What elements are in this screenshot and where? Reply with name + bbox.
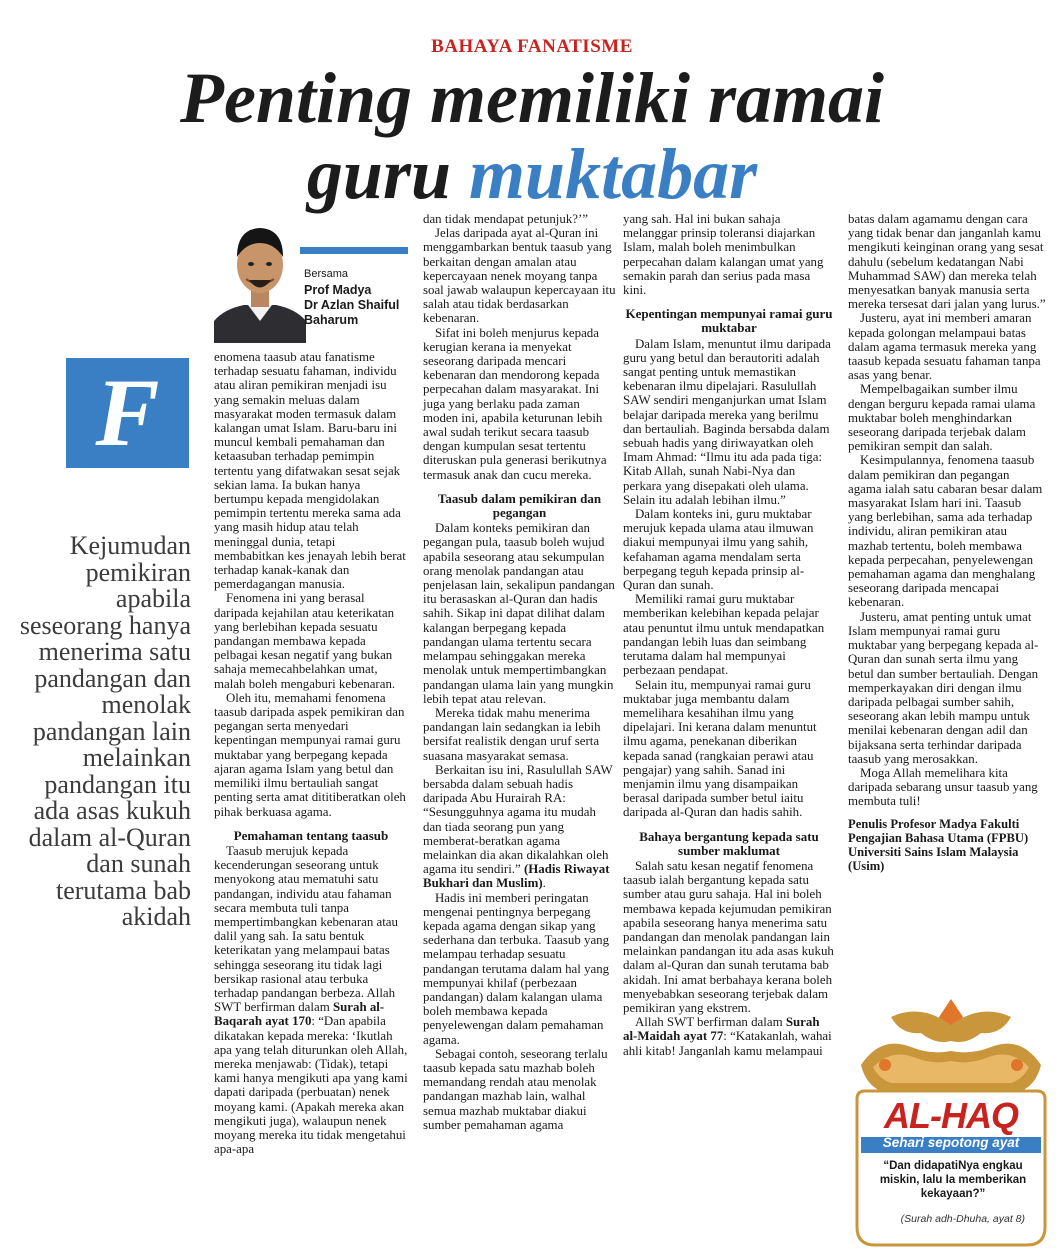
subheading: Taasub dalam pemikiran dan pegangan [437,490,602,521]
article-column-2 [423,212,616,1132]
paragraph: Dalam Islam, menuntut ilmu daripada guru yang betul dan berautoriti adalah sangat penting untuk memastikan kebenaran ilmu dipelajari. Rasulullah SAW sendiri menganjurkan umat Islam belajar daripada mereka yang berilmu dan bertauliah. Baginda bersabda dalam sebuah hadis yang diriwayatkan oleh Imam Ahmad: “Ilmu itu ada pada tiga: Kitab Allah, sunah Nabi-Nya dan perkara yang disepakati oleh ulama. Selain itu adalah lebihan ilmu.” [623,336,831,507]
badge-reference: (Surah adh-Dhuha, ayat 8) [900,1213,1025,1225]
badge-subtitle: Sehari sepotong ayat [882,1135,1020,1150]
text-run: : “Katakanlah, wahai ahli kitab! Janganlah kamu melampaui [623,1029,832,1058]
text-run: Taasub merujuk kepada kecenderungan seseorang untuk menyokong atau mematuhi satu pandangan, individu atau fahaman secara membuta tuli tanpa mempertimbangkan kebenaran atau dalil yang sah. Ia satu bentuk keterikatan yang melampaui batas sehingga seseorang itu tidak lagi bersikap rasional atau terbuka terhadap pandangan berbeza. Allah SWT berfirman dalam [214,843,398,1015]
author-name [304,283,414,328]
author-credit: Penulis Profesor Madya Fakulti Pengajian Bahasa Utama (FPBU) Universiti Sains Islam Malaysia (Usim) [848,816,1029,874]
paragraph: Hadis ini memberi peringatan mengenai pentingnya berpegang kepada agama dengan sikap yang sederhana dan terbuka. Taasub yang melampau terhadap sesuatu pandangan terutama dalam hal yang mempunyai khilaf (perbezaan pandangan) dalam kalangan ulama boleh membawa kepada penyelewengan dalam pemahaman agama. [423,890,610,1047]
paragraph: Mempelbagaikan sumber ilmu dengan berguru kepada ramai ulama muktabar boleh menghindarkan seseorang daripada terjebak dalam pemikiran sempit dan salah. [848,382,1036,454]
article-column-3 [623,212,835,1058]
paragraph: dan tidak mendapat petunjuk?’” [423,212,589,226]
headline-line-1: Penting memiliki ramai [179,58,885,138]
paragraph: batas dalam agamamu dengan cara yang tidak benar dan janganlah kamu mengikuti keinginan orang yang sesat dahulu (sebelum kedatangan Nabi Muhammad SAW) dan mereka telah menyesatkan banyak manusia serta mereka tersesat dari jalan yang lurus.” [848,212,1046,312]
text-run: . [542,876,546,891]
text-run: : “Dan apabila dikatakan kepada mereka: ‘Ikutlah apa yang telah diturunkan oleh Allah, mereka menjawab: (Tidak), tetapi kami hanya mengikuti apa yang kami dapati daripada (perbuatan) nenek moyang kami. (Apakah mereka akan mengikuti juga), walaupun nenek moyang mereka itu tidak mengetahui apa-apa [214,1014,408,1157]
headline-word-dark: guru [306,134,452,214]
paragraph: Justeru, ayat ini memberi amaran kepada golongan melampaui batas dalam agama termasuk mereka yang taasub kepada sesuatu fahaman tanpa asas yang benar. [848,311,1041,383]
subheading: Kepentingan mempunyai ramai guru muktabar [625,306,833,336]
hadith-reference: (Hadis Riwayat Bukhari dan Muslim) [423,862,610,891]
article-column-1 [214,350,408,1156]
drop-cap: F [66,358,189,468]
al-haq-badge [851,995,1051,1250]
text-run: Allah SWT berfirman dalam [635,1015,786,1030]
author-byline [304,267,414,328]
paragraph: yang sah. Hal ini bukan sahaja melanggar prinsip toleransi diajarkan Islam, malah boleh menimbulkan perpecahan dalam kalangan umat yang semakin parah dan serius pada masa kini. [623,212,824,298]
article-column-4 [848,212,1046,873]
author-photo [214,217,306,343]
pull-quote: Kejumudan pemikiran apabila seseorang hanya menerima satu pandangan dan menolak pandangan lain melainkan pandangan itu ada asas kukuh dalam al-Quran dan sunah terutama bab akidah [19,531,191,931]
paragraph: Sebagai contoh, seseorang terlalu taasub kepada satu mazhab boleh memandang rendah atau menolak pandangan mazhab lain, walhal semua mazhab muktabar diakui sumber pemahaman agama [423,1046,608,1132]
paragraph: Mereka tidak mahu menerima pandangan lain sedangkan ia lebih bersifat realistik dengan uruf serta suasana masyarakat semasa. [423,705,601,763]
paragraph: Jelas daripada ayat al-Quran ini menggambarkan bentuk taasub yang berkaitan dengan amalan atau kepercayaan nenek moyang tanpa soal jawab walaupun kepercayaan itu salah atau tidak berdasarkan kebenaran. [423,226,616,326]
author-name-line: Prof Madya [304,283,372,297]
headline-word-blue: muktabar [469,134,758,214]
paragraph: Oleh itu, memahami fenomena taasub daripada aspek pemikiran dan pegangan serta menyedari kepentingan mempunyai ramai guru muktabar yang berpegang kepada ajaran agama Islam yang betul dan memiliki ilmu bertauliah sangat penting serta amat dititiberatkan oleh pihak berkuasa agama. [214,690,406,819]
paragraph: Justeru, amat penting untuk umat Islam mempunyai ramai guru muktabar yang berpegang kepada al-Quran dan sunah serta ilmu yang betul dan sumber bertauliah. Dengan memperkayakan diri dengan ilmu daripada pelbagai sumber sahih, seseorang akan lebih mampu untuk menilai kebenaran dengan adil dan bijaksana serta terhindar daripada taasub yang merosakkan. [848,609,1039,766]
paragraph: Moga Allah memelihara kita daripada sebarang unsur taasub yang membuta tuli! [848,765,1038,809]
text-run: Berkaitan isu ini, Rasulullah SAW bersabda dalam sebuah hadis daripada Abu Hurairah RA: “Sesungguhnya agama itu mudah dan tiada seorang pun yang memberat-beratkan agama melainkan dia akan dikalahkan oleh agama itu sendiri.” [423,762,613,877]
author-name-line: Dr Azlan Shaiful [304,298,400,312]
paragraph: Dalam konteks ini, guru muktabar merujuk kepada ulama atau ilmuwan diakui mempunyai ilmu yang sahih, kefahaman agama mendalam serta berpegang teguh kepada prinsip al-Quran dan sunah. [623,507,814,593]
paragraph: Sifat ini boleh menjurus kepada kerugian kerana ia menyekat seseorang daripada mencari kebenaran dan mendorong kepada perpecahan dalam masyarakat. Ini juga yang berlaku pada zaman moden ini, apabila keturunan lebih awal sudah terikut secara taasub dengan kumpulan sesat tertentu diteruskan pula generasi berikutnya termasuk anak dan cucu mereka. [423,325,607,482]
subheading: Pemahaman tentang taasub [233,827,389,843]
paragraph: Dalam konteks pemikiran dan pegangan pula, taasub boleh wujud apabila seseorang atau sekumpulan orang menolak pandangan atau penjelasan lain, sekalipun pandangan itu berasaskan al-Quran dan hadis sahih. Sikap ini dapat dilihat dalam kalangan berpegang kepada pandangan ulama tertentu secara melampau sehinggakan mereka menolak untuk mempertimbangkan pandangan ulama lain yang mungkin lebih tepat atau relevan. [423,521,615,706]
paragraph: Memiliki ramai guru muktabar memberikan kelebihan kepada pelajar atau penuntut ilmu untuk mendapatkan pandangan lebih luas dan seimbang terutama dalam hal mempunyai perbezaan pendapat. [623,592,825,678]
section-kicker: BAHAYA FANATISME [431,36,633,57]
paragraph: Salah satu kesan negatif fenomena taasub ialah bergantung kepada satu sumber atau guru sahaja. Hal ini boleh membawa kepada kejumudan pemikiran apabila seseorang hanya menerima satu pandangan dan menolak pandangan lain melainkan pandangan itu ada asas kukuh dalam al-Quran dan sunah terutama bab akidah. Ini amat berbahaya kerana boleh menyebabkan seseorang terjebak dalam pemikiran yang ekstrem. [623,858,834,1015]
author-name-line: Baharum [304,313,359,327]
author-byline-box [214,213,408,343]
paragraph: enomena taasub atau fanatisme terhadap sesuatu fahaman, individu atau aliran pemikiran menjadi isu yang semakin meluas dalam masyarakat moden termasuk dalam kalangan umat Islam. Baru-baru ini muncul kembali pemahaman dan ketaasuban terhadap pemimpin tertentu yang difatwakan sesat sejak sekian lama. Ia bukan hanya bertumpu kepada mengidolakan pemimpin tertentu mereka sama ada yang masih hidup atau telah meninggal dunia, tetapi membabitkan kes jenayah lebih berat terhadap kanak-kanak dan pemerdagangan manusia. [214,350,406,592]
badge-title: AL-HAQ [884,1095,1018,1136]
verse-reference: Surah al-Maidah ayat 77 [623,1015,820,1044]
verse-reference: Surah al-Baqarah ayat 170 [214,1000,385,1029]
paragraph: Kesimpulannya, fenomena taasub dalam pemikiran dan pegangan agama ialah satu cabaran besar dalam masyarakat Islam hari ini. Taasub yang berlebihan, sama ada terhadap individu, aliran pemikiran atau mazhab tertentu, boleh membawa kepada perpecahan, penyelewengan pemahaman agama dan menghalang seseorang daripada mencapai kebenaran. [848,453,1043,610]
badge-verse: “Dan didapatiNya engkau miskin, lalu Ia memberikan kekayaan?” [879,1160,1027,1200]
paragraph [214,844,408,1156]
paragraph: Selain itu, mempunyai ramai guru muktabar juga membantu dalam memelihara kesahihan ilmu yang dipelajari. Ini kerana dalam menuntut ilmu agama, penekanan diberikan kepada sanad (rangkaian perawi atau pengajar) yang sahih. Sanad ini menjamin ilmu yang disampaikan berasal daripada sumber betul iaitu daripada al-Quran dan hadis sahih. [623,677,817,820]
paragraph [423,763,616,891]
paragraph [623,1015,835,1058]
author-prefix: Bersama [304,268,349,280]
paragraph: Fenomena ini yang berasal daripada kejahilan atau keterikatan yang berlebihan kepada sesuatu pandangan membawa kepada pelbagai kesan negatif yang bukan sahaja memecahbelahkan umat, malah boleh mengaburi kebenaran. [214,591,396,691]
subheading: Bahaya bergantung kepada satu sumber maklumat [639,828,819,858]
author-accent-bar [300,247,408,254]
headline-line-2 [0,134,1064,214]
